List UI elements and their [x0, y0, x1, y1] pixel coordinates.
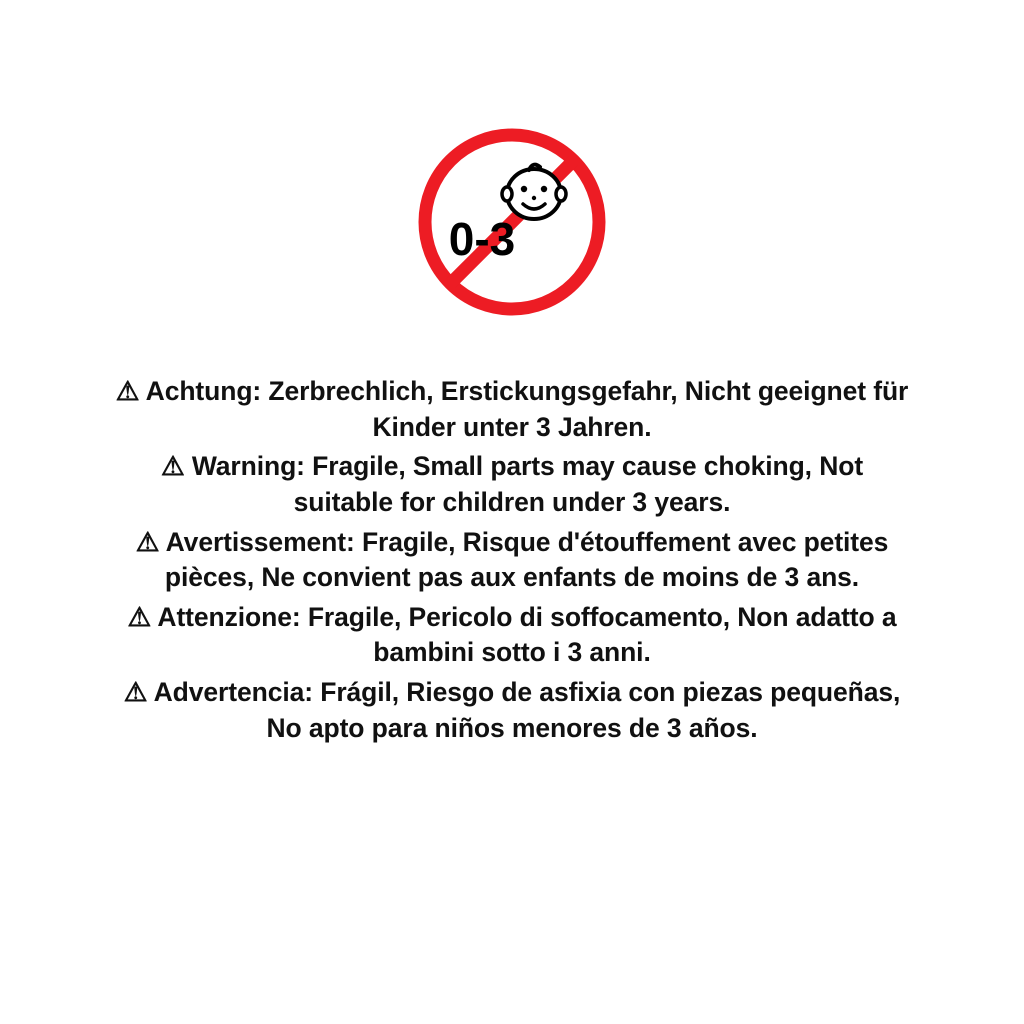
warning-line-en: ⚠ Warning: Fragile, Small parts may cause choking, Not suitable for children under 3 years. — [160, 451, 864, 517]
age-restriction-symbol — [412, 122, 612, 322]
warning-line-es: ⚠ Advertencia: Frágil, Riesgo de asfixia con piezas pequeñas, No apto para niños menores de 3 años. — [123, 677, 901, 743]
age-range-label: 0-3 — [448, 213, 516, 265]
warning-line-de: ⚠ Achtung: Zerbrechlich, Erstickungsgefahr, Nicht geeignet für Kinder unter 3 Jahren. — [115, 376, 909, 442]
warning-text-block — [112, 374, 912, 746]
no-children-under-3-icon — [412, 122, 612, 322]
warning-line-it: ⚠ Attenzione: Fragile, Pericolo di soffocamento, Non adatto a bambini sotto i 3 anni. — [127, 601, 897, 668]
warning-line-fr: ⚠ Avertissement: Fragile, Risque d'étouffement avec petites pièces, Ne convient pas aux enfants de moins de 3 ans. — [135, 526, 889, 593]
